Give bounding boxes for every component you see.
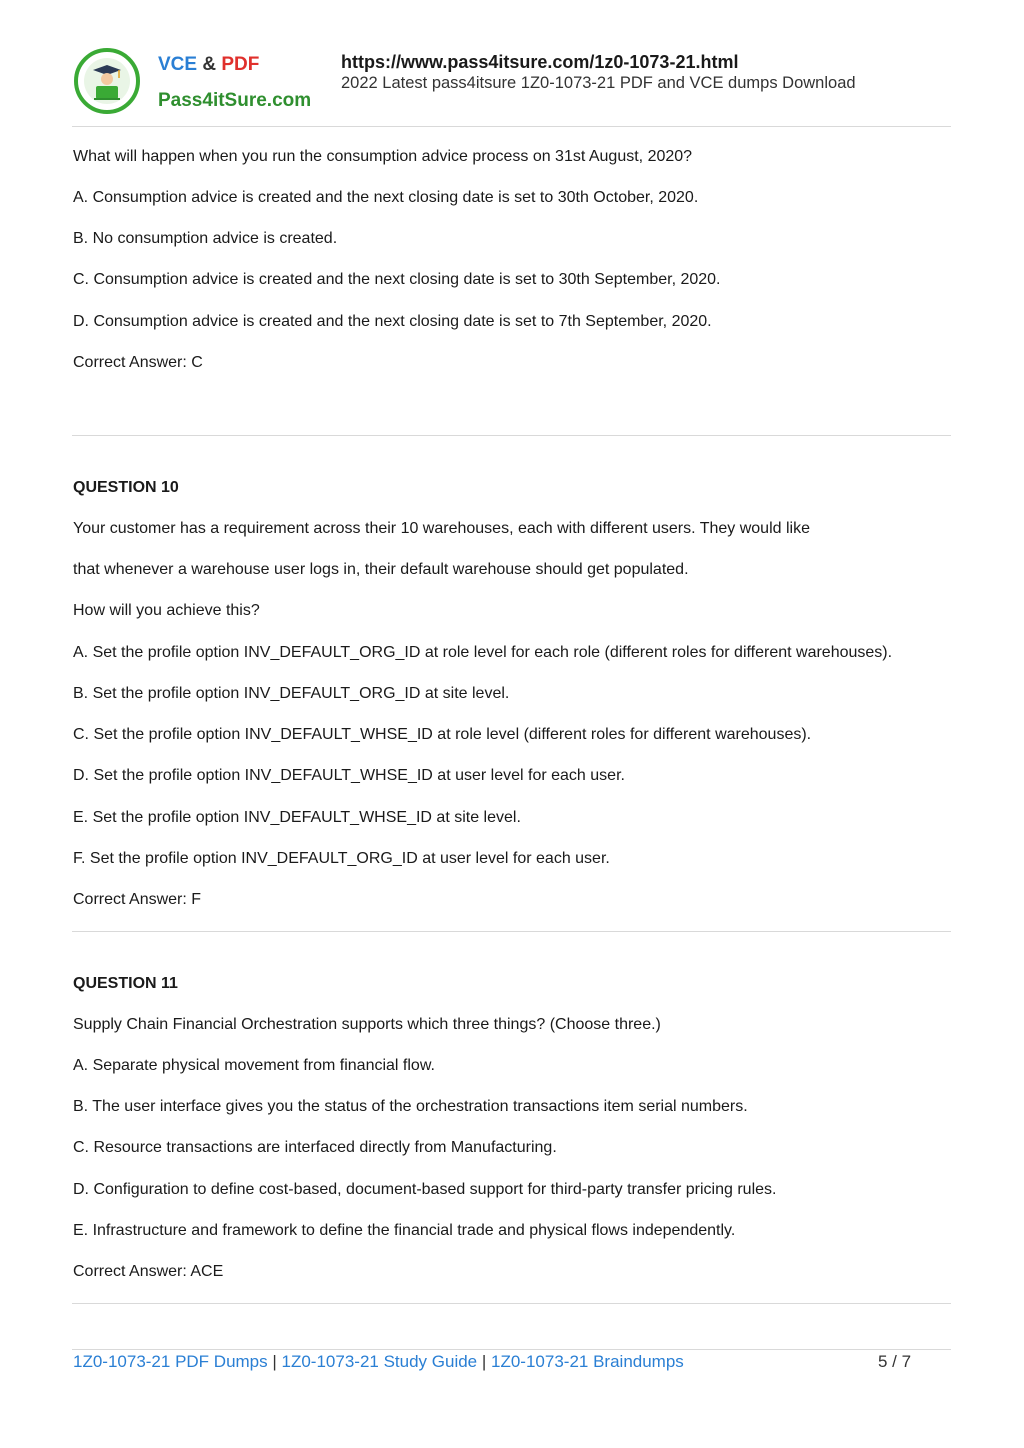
header-subtitle: 2022 Latest pass4itsure 1Z0-1073-21 PDF and VCE dumps Download [341, 74, 856, 92]
q9-question: What will happen when you run the consumption advice process on 31st August, 2020? [73, 148, 693, 165]
q10-option-d: D. Set the profile option INV_DEFAULT_WHSE_ID at user level for each user. [73, 767, 625, 784]
section-divider [72, 1303, 951, 1304]
q10-line-3: How will you achieve this? [73, 602, 260, 619]
page-number: 5 / 7 [878, 1352, 912, 1371]
q9-correct-answer: Correct Answer: C [73, 354, 203, 371]
q11-correct-answer: Correct Answer: ACE [73, 1263, 224, 1280]
q10-line-2: that whenever a warehouse user logs in, their default warehouse should get populated. [73, 561, 689, 578]
section-divider [72, 931, 951, 932]
section-divider [72, 435, 951, 436]
q9-option-d: D. Consumption advice is created and the next closing date is set to 7th September, 2020. [73, 313, 712, 330]
q10-option-b: B. Set the profile option INV_DEFAULT_ORG_ID at site level. [73, 685, 510, 702]
footer-divider [72, 1349, 951, 1350]
q11-title: QUESTION 11 [73, 975, 178, 992]
q10-option-f: F. Set the profile option INV_DEFAULT_ORG_ID at user level for each user. [73, 850, 610, 867]
q11-option-c: C. Resource transactions are interfaced directly from Manufacturing. [73, 1139, 557, 1156]
header-url[interactable]: https://www.pass4itsure.com/1z0-1073-21.html [341, 52, 739, 72]
logo-site-name: Pass4itSure.com [158, 90, 312, 111]
header-divider [72, 126, 951, 127]
q9-option-c: C. Consumption advice is created and the next closing date is set to 30th September, 2020. [73, 271, 721, 288]
footer-separator: | [267, 1352, 282, 1371]
footer-link-pdf-dumps[interactable]: 1Z0-1073-21 PDF Dumps [73, 1352, 268, 1371]
q11-option-d: D. Configuration to define cost-based, document-based support for third-party transfer pricing rules. [73, 1181, 777, 1198]
q10-line-1: Your customer has a requirement across their 10 warehouses, each with different users. They would like [73, 520, 810, 537]
footer-link-braindumps[interactable]: 1Z0-1073-21 Braindumps [491, 1352, 684, 1371]
footer-separator: | [477, 1352, 492, 1371]
q11-option-e: E. Infrastructure and framework to define the financial trade and physical flows independently. [73, 1222, 736, 1239]
q10-title: QUESTION 10 [73, 479, 179, 496]
q10-option-c: C. Set the profile option INV_DEFAULT_WHSE_ID at role level (different roles for different warehouses). [73, 726, 812, 743]
site-logo [72, 46, 317, 122]
q11-option-b: B. The user interface gives you the status of the orchestration transactions item serial numbers. [73, 1098, 748, 1115]
footer-link-study-guide[interactable]: 1Z0-1073-21 Study Guide [281, 1352, 478, 1371]
q10-option-e: E. Set the profile option INV_DEFAULT_WHSE_ID at site level. [73, 809, 521, 826]
q11-option-a: A. Separate physical movement from financial flow. [73, 1057, 435, 1074]
q10-option-a: A. Set the profile option INV_DEFAULT_ORG_ID at role level for each role (different roles for different warehouses). [73, 644, 893, 661]
footer-links [73, 1352, 684, 1372]
logo-brand-text: VCE & PDF [158, 54, 260, 75]
q9-option-a: A. Consumption advice is created and the next closing date is set to 30th October, 2020. [73, 189, 699, 206]
logo-badge-icon [74, 48, 140, 114]
q9-option-b: B. No consumption advice is created. [73, 230, 338, 247]
q10-correct-answer: Correct Answer: F [73, 891, 202, 908]
q11-question: Supply Chain Financial Orchestration supports which three things? (Choose three.) [73, 1016, 661, 1033]
